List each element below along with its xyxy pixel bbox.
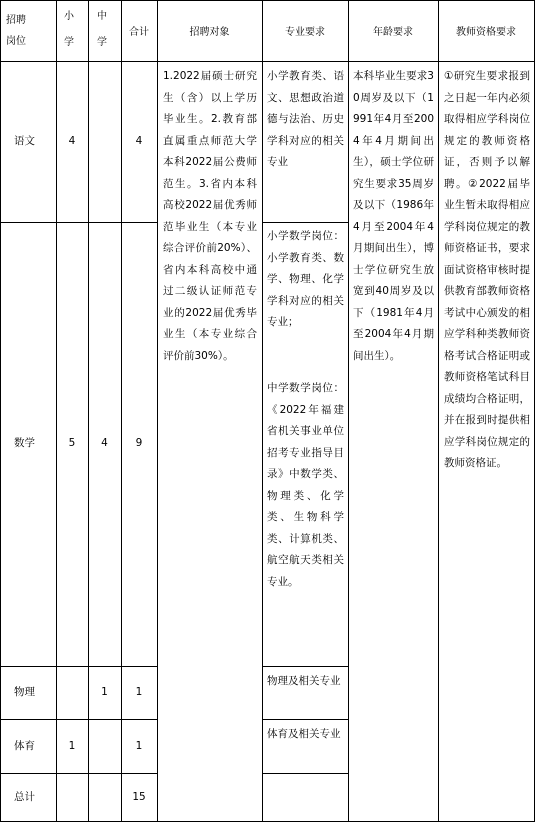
grid-line xyxy=(348,0,349,822)
grid-line xyxy=(0,0,535,1)
row-position-chinese: 语文 xyxy=(14,135,35,147)
header-position xyxy=(6,10,46,52)
grid-line xyxy=(262,222,348,223)
major-physics-text: 物理及相关专业 xyxy=(267,675,341,687)
grid-line xyxy=(0,0,1,822)
row-position-math: 数学 xyxy=(14,437,35,449)
row-total-total: 15 xyxy=(132,791,146,803)
header-primary: 小学 xyxy=(64,11,74,48)
header-qualification: 教师资格要求 xyxy=(456,27,516,38)
row-total-physics: 1 xyxy=(135,686,143,698)
row-primary-pe: 1 xyxy=(68,740,76,752)
grid-line xyxy=(157,0,158,822)
major-math-primary-text: 小学数学岗位：小学教育类、数学、物理、化学学科对应的相关专业； xyxy=(267,230,344,328)
grid-line xyxy=(0,666,157,667)
row-position-physics: 物理 xyxy=(14,686,35,698)
grid-line xyxy=(0,773,157,774)
header-major: 专业要求 xyxy=(285,27,325,38)
major-math-middle-text: 中学数学岗位：《2022年福建省机关事业单位招考专业指导目录》中数学类、物理类、化学类、生物科学类、计算机类、航空航天类相关专业。 xyxy=(267,382,344,588)
grid-line xyxy=(438,0,439,822)
row-middle-math: 4 xyxy=(101,437,108,449)
age-requirement-text: 本科毕业生要求30周岁及以下（1991年4月至2004年4月期间出生），硕士学位研究生要求35周岁及以下（1986年4月至2004年4月期间出生），博士学位研究生放宽到40周岁及以下（1981年4月至2004年4月期间出生）。 xyxy=(353,70,434,362)
header-middle: 中学 xyxy=(97,11,107,48)
row-total-chinese: 4 xyxy=(135,135,143,147)
row-total-pe: 1 xyxy=(135,740,143,752)
grid-line xyxy=(0,719,157,720)
row-position-total: 总计 xyxy=(14,791,35,803)
row-primary-chinese: 4 xyxy=(68,135,76,147)
header-position-line1: 招聘 xyxy=(6,15,26,26)
grid-line xyxy=(0,222,157,223)
qualification-requirement-text: ①研究生要求报到之日起一年内必须取得相应学科岗位规定的教师资格证，否则予以解聘。②2022届毕业生暂未取得相应学科岗位规定的教师资格证书，要求面试资格审核时提供教育部教师资格考试中心颁发的相应学科种类教师资格考试合格证明或教师资格笔试科目成绩均合格证明，并在报到时提供相应学科岗位规定的教师资格证。 xyxy=(444,70,530,469)
header-position-line2: 岗位 xyxy=(6,36,26,47)
major-chinese-text: 小学教育类、语文、思想政治道德与法治、历史学科对应的相关专业 xyxy=(267,70,344,168)
major-pe-text: 体育及相关专业 xyxy=(267,728,341,740)
header-age: 年龄要求 xyxy=(373,27,413,38)
header-total: 合计 xyxy=(129,27,149,38)
grid-line xyxy=(56,0,57,822)
grid-line xyxy=(262,666,348,667)
row-position-pe: 体育 xyxy=(14,740,35,752)
row-primary-math: 5 xyxy=(68,437,76,449)
header-target: 招聘对象 xyxy=(189,27,230,38)
grid-line xyxy=(262,719,348,720)
recruitment-target-text: 1.2022届硕士研究生（含）以上学历毕业生。2.教育部直属重点师范大学本科2022届公费师范生。3.省内本科高校2022届优秀师范毕业生（本专业综合评价前20%）、省内本科高校中通过二级认证师范专业的2022届优秀毕业生（本专业综合评价前30%）。 xyxy=(163,70,257,362)
grid-line xyxy=(262,0,263,822)
row-total-math: 9 xyxy=(135,437,143,449)
grid-line xyxy=(0,61,535,62)
grid-line xyxy=(262,773,348,774)
row-middle-physics: 1 xyxy=(101,686,108,698)
